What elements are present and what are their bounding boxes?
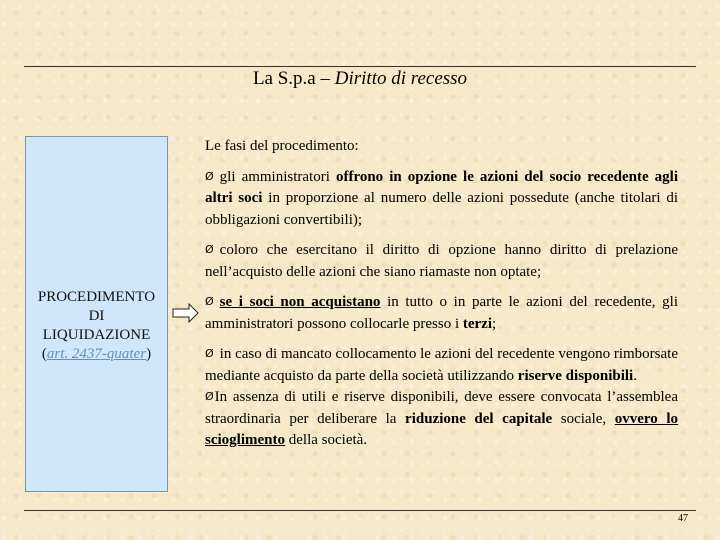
step-item-3 bbox=[205, 292, 678, 335]
step-4-text-end: . bbox=[633, 367, 637, 384]
title-italic: Diritto di recesso bbox=[334, 68, 468, 89]
bottom-divider bbox=[24, 510, 696, 511]
step-item-2 bbox=[205, 240, 678, 283]
step-1-text-end: in proporzione al numero delle azioni possedute (anche titolari di obbligazioni convertibili); bbox=[205, 190, 678, 228]
step-5-text: In assenza di utili e riserve disponibili, deve essere convocata l’assemblea straordinaria per deliberare la bbox=[205, 389, 678, 427]
step-3-text: in tutto o in parte le azioni del recedente, gli amministratori possono collocarle presso i bbox=[205, 294, 678, 332]
step-item-4 bbox=[205, 344, 678, 387]
procedure-label-line1: PROCEDIMENTO bbox=[37, 289, 156, 305]
procedure-label bbox=[25, 288, 168, 364]
content-heading: Le fasi del procedimento: bbox=[205, 138, 359, 154]
arrow-bullet-icon: Ø bbox=[205, 347, 214, 360]
arrow-bullet-icon: Ø bbox=[205, 390, 214, 403]
step-5-underlined: ovvero lo scioglimento bbox=[205, 410, 679, 448]
step-4-bold: riserve disponibili bbox=[517, 367, 634, 384]
right-arrow-icon bbox=[172, 303, 200, 323]
arrow-bullet-icon: Ø bbox=[205, 169, 214, 183]
step-3-text-end: ; bbox=[492, 315, 497, 332]
step-2-text: coloro che esercitano il diritto di opzione hanno diritto di prelazione nell’acquisto delle azioni che siano riamaste non optate; bbox=[205, 242, 678, 280]
step-3-bold-terzi: terzi bbox=[462, 315, 493, 332]
procedure-label-line3: LIQUIDAZIONE bbox=[42, 327, 151, 343]
open-paren: ( bbox=[41, 346, 47, 362]
procedure-label-line2: DI bbox=[88, 308, 105, 324]
step-4-text: in caso di mancato collocamento le azioni del recedente vengono rimborsate mediante acquisto da parte della società utilizzando bbox=[205, 346, 678, 384]
step-5-text-mid: sociale, bbox=[552, 410, 615, 427]
slide-title bbox=[0, 68, 720, 90]
arrow-bullet-icon: Ø bbox=[205, 295, 214, 308]
step-1-bold: offrono in opzione le azioni del socio recedente agli altri soci bbox=[205, 168, 679, 206]
step-1-text: gli amministratori bbox=[219, 168, 336, 185]
step-5-bold: riduzione del capitale bbox=[405, 410, 553, 427]
step-item-5 bbox=[205, 387, 678, 452]
procedure-reference-line bbox=[25, 345, 168, 364]
step-3-bold: se i soci non acquistano bbox=[219, 294, 381, 310]
top-divider bbox=[24, 66, 696, 67]
procedure-content bbox=[205, 136, 678, 452]
article-reference-link[interactable]: art. 2437-quater bbox=[46, 346, 147, 362]
arrow-bullet-icon: Ø bbox=[205, 243, 214, 256]
step-5-text-end: della società. bbox=[285, 432, 368, 448]
step-item-1 bbox=[205, 167, 678, 232]
title-main: La S.p.a – bbox=[252, 68, 335, 89]
page-number: 47 bbox=[678, 513, 688, 524]
close-paren: ) bbox=[146, 346, 152, 362]
